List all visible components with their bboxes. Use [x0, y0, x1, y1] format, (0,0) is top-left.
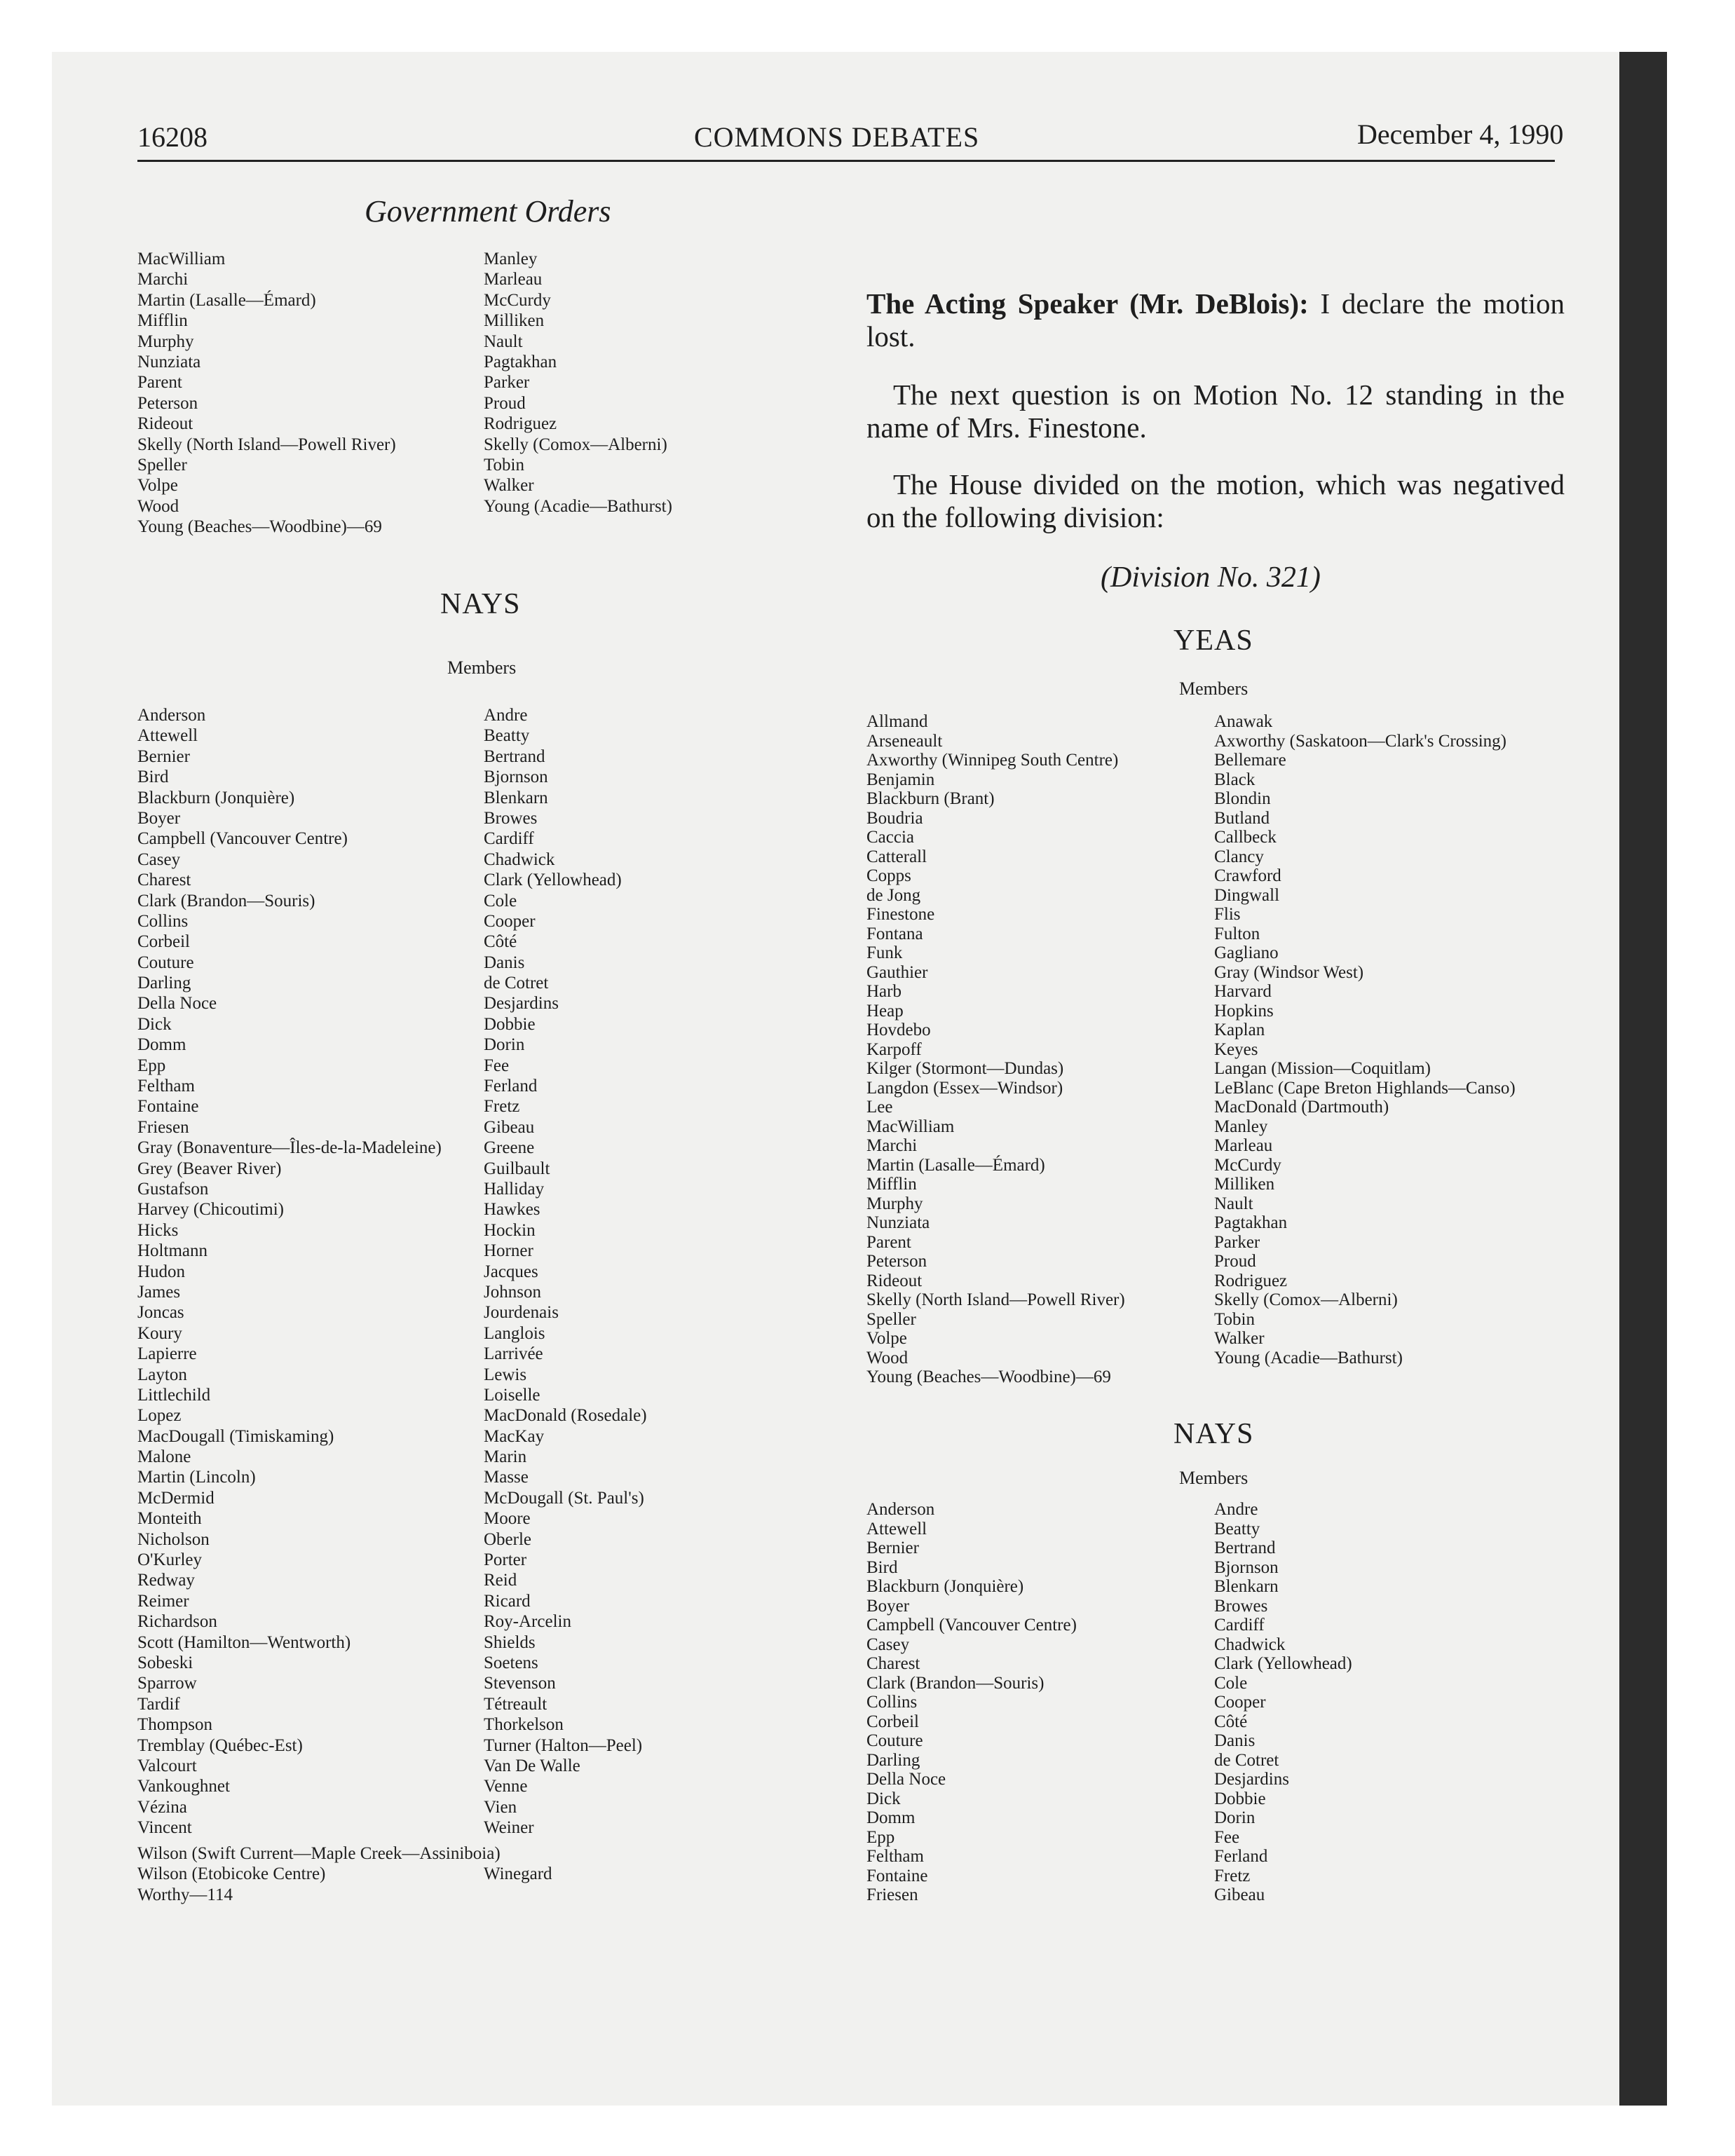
page-number: 16208	[137, 121, 207, 153]
speaker-statement	[866, 287, 1565, 353]
member-name: Joncas	[137, 1303, 184, 1323]
member-name: Manley	[484, 250, 538, 268]
member-name: MacDougall (Timiskaming)	[137, 1426, 334, 1446]
member-name: Blenkarn	[484, 788, 548, 807]
member-name: Charest	[866, 1654, 920, 1673]
member-name: Bjornson	[484, 767, 548, 787]
member-name: Nault	[1214, 1194, 1253, 1213]
member-name: Blenkarn	[1214, 1577, 1279, 1596]
member-name: Tétreault	[484, 1694, 547, 1714]
member-name: Gibeau	[484, 1117, 535, 1137]
member-name: Allmand	[866, 712, 928, 731]
member-name: MacWilliam	[137, 250, 226, 268]
member-name: de Cotret	[484, 974, 549, 993]
member-name: Skelly (Comox—Alberni)	[484, 435, 667, 454]
member-name: Shields	[484, 1632, 536, 1652]
member-name: MacWilliam	[866, 1117, 955, 1136]
member-name: Desjardins	[484, 994, 559, 1014]
member-name: Layton	[137, 1365, 187, 1384]
member-name: Fontaine	[137, 1097, 199, 1117]
member-name: Cardiff	[484, 829, 534, 849]
member-name: Bellemare	[1214, 751, 1286, 770]
yeas-carryover-column-2	[484, 249, 672, 517]
member-name: Gagliano	[1214, 943, 1279, 962]
member-name: Caccia	[866, 828, 915, 847]
member-name: Bertrand	[1214, 1538, 1276, 1557]
member-name: James	[137, 1282, 181, 1302]
header-rule	[137, 160, 1555, 162]
member-name: MacKay	[484, 1426, 545, 1446]
member-name: Axworthy (Saskatoon—Clark's Crossing)	[1214, 731, 1506, 751]
member-name: Clark (Brandon—Souris)	[866, 1673, 1045, 1693]
member-name: Parker	[484, 373, 530, 393]
member-name: Parent	[137, 373, 182, 393]
nays-right-column-1	[866, 1500, 1077, 1905]
division-number: (Division No. 321)	[1101, 561, 1321, 594]
member-name: Darling	[866, 1750, 920, 1770]
member-name: Ferland	[484, 1077, 538, 1096]
member-name: Tremblay (Québec-Est)	[137, 1735, 303, 1755]
member-name: Speller	[866, 1309, 916, 1329]
member-name: Winegard	[484, 1864, 552, 1884]
member-name: Fontana	[866, 924, 923, 943]
member-name: Fretz	[1214, 1866, 1251, 1885]
member-name: Hawkes	[484, 1200, 540, 1220]
member-name: Scott (Hamilton—Wentworth)	[137, 1632, 351, 1652]
member-name: Karpoff	[866, 1039, 922, 1059]
member-name: Mifflin	[866, 1175, 917, 1194]
member-name: Van De Walle	[484, 1756, 580, 1775]
member-name: Callbeck	[1214, 828, 1277, 847]
member-name: Vézina	[137, 1797, 187, 1817]
member-name: Gibeau	[1214, 1885, 1265, 1904]
member-name: Corbeil	[866, 1712, 919, 1731]
member-name: Monteith	[137, 1509, 202, 1529]
member-name: Attewell	[137, 726, 198, 746]
member-name: Fee	[484, 1056, 510, 1075]
member-name: McCurdy	[484, 290, 551, 310]
member-name: Parent	[866, 1232, 911, 1252]
member-name: Attewell	[866, 1519, 927, 1538]
member-name: Harvey (Chicoutimi)	[137, 1200, 284, 1220]
member-name: Richardson	[137, 1612, 217, 1632]
member-name: Pagtakhan	[484, 352, 557, 371]
member-name: Horner	[484, 1241, 533, 1261]
member-name: Speller	[137, 455, 187, 475]
member-name: Couture	[137, 953, 194, 972]
member-name: Della Noce	[137, 994, 217, 1014]
member-name: Volpe	[866, 1329, 907, 1348]
member-name: Campbell (Vancouver Centre)	[866, 1616, 1077, 1635]
member-name: Nunziata	[866, 1213, 930, 1232]
page-date: December 4, 1990	[1357, 118, 1564, 150]
nays-column-1	[137, 705, 442, 1838]
member-name: Clark (Yellowhead)	[1214, 1654, 1352, 1673]
nays-final-row-2	[137, 1864, 552, 1884]
member-name: Reimer	[137, 1591, 189, 1611]
member-name: Danis	[1214, 1731, 1256, 1750]
member-name: Lapierre	[137, 1344, 197, 1364]
member-name: Charest	[137, 871, 191, 890]
member-name: Marleau	[484, 270, 543, 289]
member-name: Couture	[866, 1731, 923, 1750]
nays-final-row-3: Worthy—114	[137, 1885, 233, 1904]
member-name: Wood	[866, 1348, 909, 1367]
member-name: MacDonald (Rosedale)	[484, 1406, 647, 1426]
nays-members-label: Members	[447, 657, 517, 678]
member-name: Martin (Lasalle—Émard)	[137, 290, 316, 310]
member-name: Hopkins	[1214, 1001, 1274, 1021]
member-name: Johnson	[484, 1282, 541, 1302]
member-name: Kaplan	[1214, 1021, 1265, 1039]
member-name: Martin (Lasalle—Émard)	[866, 1155, 1045, 1175]
member-name: Harvard	[1214, 982, 1272, 1001]
member-name: Desjardins	[1214, 1770, 1289, 1789]
member-name: Walker	[484, 476, 534, 496]
member-name: Bertrand	[484, 746, 545, 766]
member-name: Flis	[1214, 905, 1241, 924]
member-name: Bird	[137, 767, 169, 787]
member-name: Dorin	[1214, 1808, 1256, 1827]
member-name: Cole	[484, 891, 517, 910]
member-name: Porter	[484, 1550, 527, 1570]
member-name: Jourdenais	[484, 1303, 559, 1323]
member-name: Skelly (North Island—Powell River)	[137, 435, 396, 454]
member-name: Peterson	[866, 1252, 927, 1271]
member-name: Martin (Lincoln)	[137, 1468, 256, 1487]
member-name: Halliday	[484, 1179, 545, 1199]
member-name: Murphy	[137, 332, 194, 351]
member-name: Arseneault	[866, 731, 943, 751]
member-name: Danis	[484, 953, 525, 972]
member-name: Milliken	[484, 311, 545, 331]
member-name: Côté	[484, 932, 517, 952]
member-name: Bird	[866, 1557, 898, 1577]
member-name: Masse	[484, 1468, 529, 1487]
member-name: Wilson (Etobicoke Centre)	[137, 1864, 326, 1884]
member-name: Vincent	[137, 1818, 192, 1838]
member-name: Mifflin	[137, 311, 188, 331]
member-name: Young (Acadie—Bathurst)	[1214, 1348, 1403, 1367]
nays-right-column-2	[1214, 1500, 1352, 1905]
member-name: Proud	[1214, 1252, 1256, 1271]
member-name: Beatty	[1214, 1519, 1260, 1538]
member-name: Domm	[866, 1808, 916, 1827]
member-name: Sobeski	[137, 1653, 193, 1672]
member-name: Epp	[866, 1827, 895, 1847]
member-name: O'Kurley	[137, 1550, 202, 1570]
member-name: Weiner	[484, 1818, 534, 1838]
member-name: LeBlanc (Cape Breton Highlands—Canso)	[1214, 1078, 1516, 1098]
member-name: Boyer	[866, 1596, 910, 1616]
member-name: Fee	[1214, 1827, 1240, 1847]
member-name: Feltham	[866, 1847, 924, 1866]
yeas-heading: YEAS	[1173, 625, 1253, 657]
member-name: Hovdebo	[866, 1021, 931, 1039]
member-name: Peterson	[137, 393, 198, 413]
member-name: Domm	[137, 1035, 186, 1055]
member-name: Cooper	[1214, 1693, 1266, 1712]
member-name: Keyes	[1214, 1039, 1258, 1059]
member-name: Crawford	[1214, 866, 1281, 885]
member-name: Murphy	[866, 1194, 923, 1213]
member-name: Hicks	[137, 1220, 179, 1240]
member-name: Clark (Brandon—Souris)	[137, 891, 315, 910]
member-name: Sparrow	[137, 1674, 197, 1693]
member-name: Finestone	[866, 905, 935, 924]
member-name: Marchi	[866, 1136, 918, 1155]
member-name: Hudon	[137, 1262, 186, 1281]
member-name: Anderson	[866, 1500, 935, 1519]
member-name: Blackburn (Jonquière)	[866, 1577, 1024, 1596]
member-name: Blondin	[1214, 789, 1271, 808]
member-name: Proud	[484, 393, 526, 413]
member-name: Beatty	[484, 726, 530, 746]
member-name: Lewis	[484, 1365, 527, 1384]
member-name: Dobbie	[1214, 1789, 1266, 1808]
member-name: Nicholson	[137, 1529, 210, 1549]
member-name: Axworthy (Winnipeg South Centre)	[866, 751, 1119, 770]
member-name: Skelly (Comox—Alberni)	[1214, 1290, 1398, 1309]
member-name: Rideout	[137, 414, 193, 434]
member-name: Boudria	[866, 808, 923, 828]
member-name: Rodriguez	[1214, 1271, 1288, 1290]
member-name: Soetens	[484, 1653, 538, 1672]
member-name: Ferland	[1214, 1847, 1268, 1866]
member-name: Fulton	[1214, 924, 1260, 943]
member-name: Ricard	[484, 1591, 531, 1611]
member-name: Collins	[137, 911, 189, 931]
member-name: Valcourt	[137, 1756, 197, 1775]
member-name: Dick	[137, 1014, 172, 1034]
member-name: Koury	[137, 1323, 182, 1343]
member-name: Redway	[137, 1571, 195, 1590]
member-name: Chadwick	[484, 850, 555, 869]
nays-heading-right: NAYS	[1173, 1418, 1254, 1450]
member-name: Tardif	[137, 1694, 180, 1714]
member-name: Greene	[484, 1138, 535, 1158]
member-name: Casey	[866, 1635, 910, 1654]
nays-final-row-1: Wilson (Swift Current—Maple Creek—Assiniboia)	[137, 1844, 501, 1863]
member-name: Reid	[484, 1571, 517, 1590]
member-name: Turner (Halton—Peel)	[484, 1735, 643, 1755]
member-name: Grey (Beaver River)	[137, 1159, 282, 1178]
member-name: Malone	[137, 1447, 191, 1467]
member-name: Marchi	[137, 270, 189, 289]
member-name: Darling	[137, 974, 191, 993]
member-name: Browes	[484, 808, 538, 828]
speaker-text: I declare the motion lost.	[866, 287, 1565, 353]
member-name: Young (Beaches—Woodbine)—69	[866, 1367, 1111, 1386]
yeas-members-label: Members	[1179, 678, 1248, 699]
member-name: Young (Acadie—Bathurst)	[484, 496, 672, 516]
yeas-column-2	[1214, 712, 1516, 1367]
speaker-name: The Acting Speaker (Mr. DeBlois):	[866, 287, 1309, 320]
member-name: Loiselle	[484, 1385, 540, 1405]
member-name: Côté	[1214, 1712, 1248, 1731]
member-name: Walker	[1214, 1329, 1265, 1348]
member-name: Heap	[866, 1001, 904, 1021]
member-name: Anawak	[1214, 712, 1273, 731]
member-name: Venne	[484, 1777, 528, 1796]
member-name: Lee	[866, 1098, 893, 1117]
division-paragraph: The House divided on the motion, which was negatived on the following division:	[866, 468, 1565, 533]
member-name: Marleau	[1214, 1136, 1273, 1155]
member-name: Dorin	[484, 1035, 525, 1055]
member-name: de Cotret	[1214, 1750, 1279, 1770]
member-name: Cole	[1214, 1673, 1248, 1693]
nays-members-label-right: Members	[1179, 1468, 1248, 1488]
member-name: Oberle	[484, 1529, 532, 1549]
member-name: Tobin	[1214, 1309, 1255, 1329]
member-name: Vien	[484, 1797, 517, 1817]
member-name: Fontaine	[866, 1866, 928, 1885]
yeas-carryover-column-1	[137, 249, 396, 537]
member-name: Browes	[1214, 1596, 1268, 1616]
member-name: Boyer	[137, 808, 181, 828]
member-name: Guilbault	[484, 1159, 550, 1178]
member-name: Nault	[484, 332, 523, 351]
member-name: McDermid	[137, 1488, 215, 1508]
nays-column-2	[484, 705, 647, 1838]
member-name: Lopez	[137, 1406, 182, 1426]
member-name: Feltham	[137, 1077, 195, 1096]
section-title: Government Orders	[365, 194, 611, 228]
member-name: Dingwall	[1214, 885, 1280, 905]
member-name: Dick	[866, 1789, 901, 1808]
member-name: Blackburn (Jonquière)	[137, 788, 295, 807]
member-name: Gauthier	[866, 962, 928, 982]
member-name: Gray (Windsor West)	[1214, 962, 1364, 982]
member-name: Butland	[1214, 808, 1270, 828]
member-name: Benjamin	[866, 770, 935, 789]
member-name: Marin	[484, 1447, 527, 1467]
member-name: Cardiff	[1214, 1616, 1265, 1635]
member-name: Volpe	[137, 476, 178, 496]
member-name: Littlechild	[137, 1385, 211, 1405]
member-name: Blackburn (Brant)	[866, 789, 995, 808]
member-name: Funk	[866, 943, 903, 962]
member-name: Holtmann	[137, 1241, 207, 1261]
member-name: Andre	[484, 706, 528, 725]
member-name: Friesen	[137, 1117, 189, 1137]
member-name: Gustafson	[137, 1179, 209, 1199]
member-name: Kilger (Stormont—Dundas)	[866, 1059, 1064, 1078]
member-name: Dobbie	[484, 1014, 536, 1034]
member-name: Manley	[1214, 1117, 1268, 1136]
member-name: Collins	[866, 1693, 918, 1712]
member-name: Cooper	[484, 911, 536, 931]
scan-edge-shadow	[1619, 52, 1667, 2106]
member-name: Anderson	[137, 706, 206, 725]
member-name: Milliken	[1214, 1175, 1275, 1194]
member-name: Clancy	[1214, 847, 1264, 866]
member-name: Jacques	[484, 1262, 538, 1281]
member-name: Hockin	[484, 1220, 536, 1240]
member-name: Thompson	[137, 1715, 212, 1735]
member-name: Chadwick	[1214, 1635, 1286, 1654]
member-name: Bjornson	[1214, 1557, 1279, 1577]
member-name: Friesen	[866, 1885, 918, 1904]
member-name: Harb	[866, 982, 901, 1001]
running-title: COMMONS DEBATES	[694, 121, 980, 153]
member-name: Roy-Arcelin	[484, 1612, 571, 1632]
member-name: Larrivée	[484, 1344, 543, 1364]
member-name: Casey	[137, 850, 181, 869]
member-name: Campbell (Vancouver Centre)	[137, 829, 348, 849]
member-name: Clark (Yellowhead)	[484, 871, 622, 890]
member-name: de Jong	[866, 885, 921, 905]
member-name: Andre	[1214, 1500, 1258, 1519]
member-name: Nunziata	[137, 352, 201, 371]
member-name: Langlois	[484, 1323, 545, 1343]
question-paragraph: The next question is on Motion No. 12 standing in the name of Mrs. Finestone.	[866, 378, 1565, 444]
nays-final-rows	[137, 1843, 552, 1905]
member-name: Skelly (North Island—Powell River)	[866, 1290, 1125, 1309]
member-name: Thorkelson	[484, 1715, 564, 1735]
yeas-column-1	[866, 712, 1125, 1387]
member-name: Gray (Bonaventure—Îles-de-la-Madeleine)	[137, 1138, 442, 1158]
member-name: McDougall (St. Paul's)	[484, 1488, 644, 1508]
member-name: Wood	[137, 496, 179, 516]
member-name: Bernier	[137, 746, 190, 766]
member-name: Young (Beaches—Woodbine)—69	[137, 517, 382, 537]
member-name: Catterall	[866, 847, 927, 866]
member-name: Copps	[866, 866, 911, 885]
member-name: Corbeil	[137, 932, 190, 952]
member-name: Tobin	[484, 455, 524, 475]
member-name: Moore	[484, 1509, 531, 1529]
member-name: Black	[1214, 770, 1256, 789]
member-name: MacDonald (Dartmouth)	[1214, 1098, 1389, 1117]
member-name: Bernier	[866, 1538, 919, 1557]
member-name: McCurdy	[1214, 1155, 1281, 1175]
member-name: Vankoughnet	[137, 1777, 230, 1796]
member-name: Della Noce	[866, 1770, 946, 1789]
member-name: Stevenson	[484, 1674, 556, 1693]
member-name: Langan (Mission—Coquitlam)	[1214, 1059, 1431, 1078]
member-name: Fretz	[484, 1097, 520, 1117]
member-name: Rodriguez	[484, 414, 557, 434]
member-name: Langdon (Essex—Windsor)	[866, 1078, 1063, 1098]
nays-heading: NAYS	[440, 588, 521, 620]
member-name: Epp	[137, 1056, 166, 1075]
member-name: Rideout	[866, 1271, 923, 1290]
member-name: Parker	[1214, 1232, 1260, 1252]
member-name: Pagtakhan	[1214, 1213, 1288, 1232]
